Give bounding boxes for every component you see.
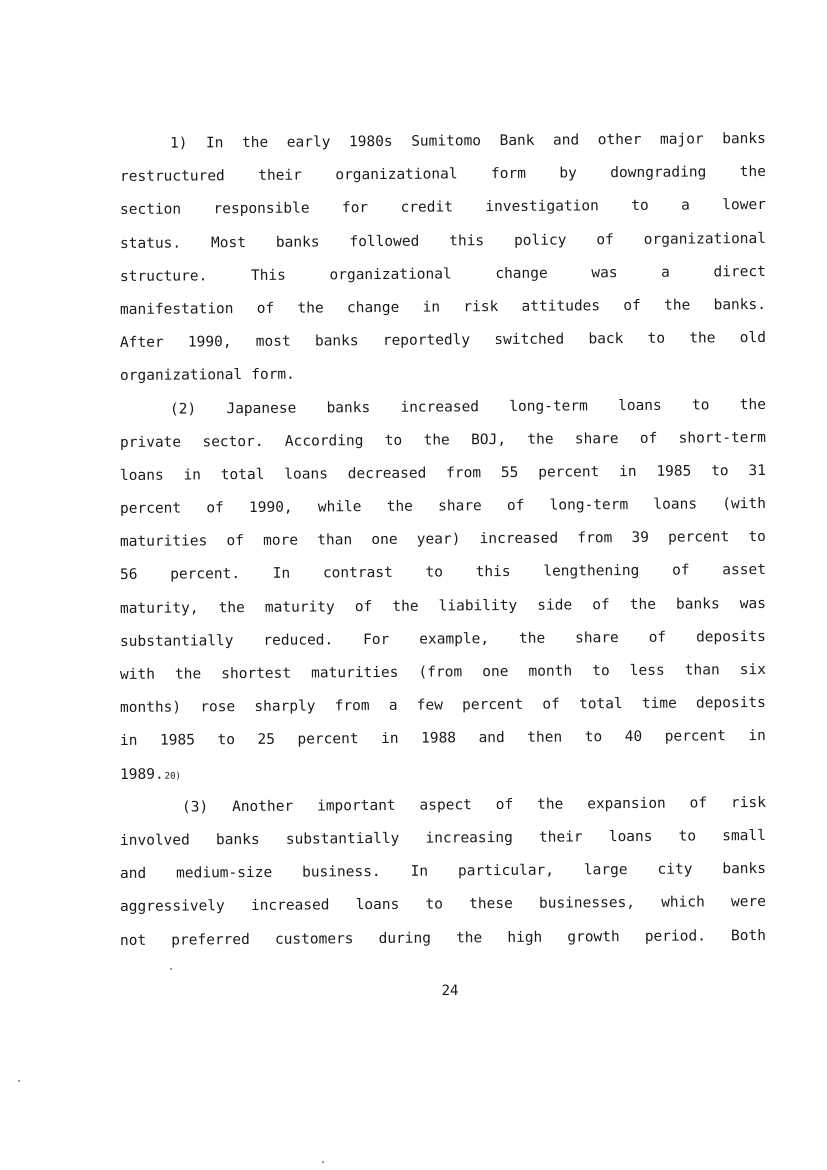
- word: lower: [722, 197, 766, 214]
- word: in: [422, 299, 441, 316]
- word: from: [334, 698, 370, 715]
- word: sharply: [254, 698, 316, 716]
- word: 1990,: [248, 499, 293, 517]
- word: were: [730, 894, 766, 911]
- word: expansion: [587, 795, 666, 813]
- word: form: [490, 165, 526, 183]
- word: loans: [608, 828, 653, 846]
- word: 55: [500, 464, 519, 481]
- text-line-with-footnote: [120, 753, 766, 791]
- word: organizational: [643, 230, 767, 248]
- word: to: [691, 396, 710, 414]
- word: (2): [169, 400, 197, 418]
- text-line: [120, 222, 766, 260]
- word: of: [354, 598, 373, 615]
- word: percent: [664, 728, 726, 746]
- word: 25: [257, 732, 275, 749]
- word: to: [647, 330, 666, 347]
- word: Most: [210, 234, 247, 251]
- word: total: [220, 466, 265, 484]
- word: share: [575, 629, 619, 647]
- word: banks: [314, 333, 359, 350]
- word: long-term: [509, 397, 588, 415]
- word: of: [671, 562, 690, 580]
- text-line: [120, 554, 766, 592]
- word: loans: [355, 897, 400, 914]
- word: loans: [618, 397, 662, 414]
- word: involved: [119, 832, 190, 849]
- text-line: [120, 488, 766, 526]
- word: of: [506, 497, 525, 515]
- word: contrast: [322, 565, 393, 582]
- word: to: [384, 432, 403, 449]
- text-line: [120, 654, 766, 692]
- word: while: [317, 499, 362, 516]
- word: medium-size: [176, 864, 273, 882]
- word: 56: [119, 567, 138, 584]
- text-line: [120, 189, 766, 227]
- word: then: [527, 729, 563, 747]
- word: this: [475, 564, 511, 581]
- word: the: [455, 929, 483, 946]
- word: banks: [275, 233, 320, 251]
- word: After: [119, 334, 164, 352]
- word: customers: [274, 930, 354, 948]
- word: other: [597, 131, 642, 149]
- word: not: [119, 932, 147, 949]
- word: percent.: [170, 566, 241, 584]
- word: section: [119, 201, 182, 219]
- word: of: [639, 430, 658, 447]
- word: one: [482, 663, 509, 681]
- word: their: [258, 167, 302, 185]
- word: manifestation: [119, 301, 234, 318]
- word: the: [739, 164, 767, 181]
- text-line: [120, 289, 766, 327]
- word: the: [518, 630, 546, 647]
- word: to: [631, 198, 649, 215]
- word: of: [648, 629, 667, 646]
- text-line: [120, 388, 766, 426]
- word: 1980s: [348, 133, 393, 151]
- word: reportedly: [382, 332, 471, 350]
- word: attitudes: [521, 298, 601, 315]
- word: and: [119, 865, 147, 883]
- word: back: [588, 331, 624, 348]
- word: one: [371, 532, 398, 549]
- word: to: [217, 732, 235, 749]
- text-line: [120, 123, 766, 161]
- word: increasing: [425, 829, 513, 847]
- word: banks.: [713, 296, 767, 314]
- word: of: [256, 300, 275, 317]
- word: by: [559, 165, 577, 182]
- word: structure.: [119, 268, 208, 285]
- word: the: [664, 297, 691, 314]
- word: share: [438, 498, 482, 515]
- word: early: [286, 134, 331, 151]
- word: followed: [349, 233, 420, 250]
- word: (3): [181, 799, 209, 816]
- page-number: 24: [441, 983, 459, 999]
- word: maturities: [119, 533, 208, 551]
- word: asset: [722, 562, 766, 579]
- word: short-term: [678, 429, 767, 447]
- word: organizational: [329, 266, 452, 284]
- word: increased: [479, 530, 559, 548]
- word: policy: [513, 232, 567, 249]
- text-line: [120, 886, 766, 924]
- word: 1): [169, 135, 188, 152]
- word: Japanese: [226, 400, 297, 417]
- word: In: [272, 566, 291, 583]
- word: banks: [675, 595, 720, 613]
- word: percent: [668, 529, 730, 546]
- scan-speck: [322, 1161, 324, 1163]
- word: increased: [400, 398, 480, 416]
- word: to: [678, 828, 697, 845]
- word: important: [316, 797, 396, 815]
- footnote-line-text: 1989.: [119, 766, 164, 783]
- word: of: [206, 500, 224, 517]
- word: preferred: [171, 931, 250, 949]
- word: rose: [200, 699, 236, 716]
- word: organizational: [335, 166, 458, 184]
- word: risk: [730, 794, 766, 811]
- text-line: [120, 687, 766, 725]
- word: 31: [748, 462, 766, 479]
- word: the: [527, 431, 554, 448]
- word: deposits: [695, 628, 766, 646]
- word: BOJ,: [471, 431, 507, 448]
- word: six: [739, 661, 766, 679]
- text-line: [120, 621, 766, 659]
- word: maturities: [311, 664, 399, 682]
- word: high: [507, 929, 543, 946]
- word: most: [255, 333, 291, 351]
- word: for: [341, 200, 369, 217]
- word: side: [537, 597, 573, 614]
- word: to: [711, 463, 729, 480]
- text-line: [120, 787, 766, 825]
- word: in: [381, 731, 399, 748]
- word: large: [583, 862, 628, 879]
- word: aspect: [419, 796, 472, 814]
- text-line: [120, 720, 766, 758]
- word: investigation: [485, 198, 599, 216]
- word: organizational: [119, 367, 243, 385]
- word: the: [386, 498, 413, 515]
- word: substantially: [285, 830, 400, 848]
- word: status.: [119, 235, 182, 252]
- word: 40: [624, 729, 643, 746]
- text-line: [120, 820, 766, 858]
- word: 1988: [421, 730, 457, 748]
- text-line: [120, 156, 766, 194]
- text-line: [120, 256, 766, 294]
- word: than: [317, 532, 353, 549]
- text-line: [120, 322, 766, 360]
- word: 1985: [159, 732, 195, 750]
- word: responsible: [213, 200, 310, 218]
- text-line: [120, 422, 766, 460]
- word: change: [495, 265, 548, 282]
- word: months): [119, 699, 182, 717]
- text-line: [120, 853, 766, 891]
- word: liability: [438, 597, 518, 615]
- scan-speck: [18, 1080, 20, 1082]
- word: shortest: [221, 665, 292, 683]
- word: long-term: [549, 497, 629, 514]
- word: percent: [462, 697, 524, 714]
- word: period.: [644, 927, 706, 945]
- word: old: [739, 330, 766, 347]
- word: (from: [418, 664, 463, 681]
- word: 39: [631, 530, 649, 547]
- word: percent: [297, 731, 359, 748]
- word: a: [388, 698, 398, 715]
- body-text: [120, 128, 766, 958]
- word: switched: [494, 331, 565, 349]
- word: lengthening: [543, 563, 640, 581]
- word: and: [552, 132, 580, 149]
- word: growth: [567, 928, 620, 945]
- word: these: [469, 896, 513, 913]
- word: time: [641, 695, 677, 713]
- word: In: [205, 135, 224, 152]
- word: and: [478, 730, 505, 747]
- word: a: [681, 197, 690, 214]
- word: banks: [722, 130, 766, 148]
- word: than: [684, 662, 720, 679]
- word: was: [739, 595, 766, 612]
- word: of: [596, 231, 614, 248]
- word: month: [528, 663, 573, 680]
- word: less: [629, 662, 665, 679]
- word: the: [297, 300, 324, 317]
- word: of: [623, 297, 641, 314]
- word: share: [574, 430, 619, 448]
- word: to: [584, 729, 603, 746]
- word: from: [446, 465, 482, 482]
- word: percent: [538, 464, 600, 481]
- word: major: [659, 131, 704, 148]
- word: the: [537, 796, 564, 813]
- word: with: [119, 666, 155, 683]
- word: of: [495, 796, 514, 813]
- word: business.: [302, 864, 381, 881]
- word: the: [629, 596, 657, 613]
- word: in: [183, 467, 202, 484]
- text-line: [120, 588, 766, 626]
- word: Both: [730, 927, 766, 944]
- text-line: [120, 919, 766, 957]
- word: 1990,: [187, 334, 232, 351]
- word: banks: [326, 399, 371, 416]
- word: (with: [722, 495, 766, 513]
- word: city: [657, 861, 693, 878]
- word: substantially: [119, 632, 234, 650]
- word: In: [410, 863, 429, 880]
- word: of: [542, 696, 560, 713]
- word: Another: [232, 798, 294, 815]
- word: the: [241, 134, 269, 152]
- word: few: [416, 697, 443, 714]
- word: deposits: [695, 695, 766, 712]
- word: more: [263, 532, 299, 550]
- word: maturity: [264, 598, 335, 616]
- word: the: [174, 666, 202, 683]
- scan-speck: [170, 968, 172, 970]
- word: example,: [419, 630, 490, 648]
- word: this: [449, 232, 485, 249]
- word: the: [739, 396, 766, 413]
- word: decreased: [347, 465, 427, 483]
- word: Bank: [499, 132, 535, 150]
- word: percent: [119, 500, 182, 518]
- word: particular,: [457, 862, 555, 880]
- word: risk: [463, 298, 499, 316]
- word: which: [661, 894, 705, 912]
- word: in: [748, 728, 766, 745]
- word: loans: [653, 496, 698, 513]
- word: credit: [400, 199, 454, 217]
- word: 1985: [656, 463, 692, 480]
- word: the: [218, 599, 245, 616]
- word: sector.: [202, 433, 264, 451]
- word: of: [226, 533, 245, 550]
- word: direct: [713, 263, 766, 281]
- word: maturity,: [119, 600, 199, 617]
- word: increased: [250, 897, 330, 915]
- word: to: [592, 663, 610, 680]
- word: the: [392, 598, 419, 615]
- word: to: [425, 896, 444, 913]
- word: in: [619, 463, 637, 480]
- word: aggressively: [119, 898, 225, 916]
- word: to: [425, 564, 444, 582]
- word: of: [689, 795, 708, 812]
- word: restructured: [119, 168, 225, 186]
- word: year): [416, 531, 461, 548]
- word: their: [538, 829, 583, 846]
- word: reduced.: [263, 632, 334, 649]
- text-line: [120, 355, 766, 393]
- word: change: [346, 299, 400, 317]
- footnote-reference: 20): [164, 771, 181, 782]
- word: during: [378, 930, 432, 947]
- word: was: [591, 264, 618, 282]
- word: the: [689, 330, 716, 347]
- word: form.: [251, 366, 295, 384]
- word: loans: [119, 467, 164, 484]
- word: According: [284, 432, 364, 450]
- word: small: [722, 827, 766, 845]
- word: in: [119, 733, 138, 750]
- word: banks: [215, 831, 260, 849]
- word: downgrading: [610, 164, 707, 182]
- word: from: [577, 530, 613, 547]
- word: the: [423, 432, 450, 449]
- word: This: [250, 267, 286, 284]
- word: of: [592, 596, 610, 613]
- text-line: [120, 455, 766, 493]
- word: For: [363, 631, 390, 648]
- word: a: [661, 264, 670, 281]
- word: private: [119, 434, 182, 451]
- word: Sumitomo: [411, 133, 482, 150]
- word: businesses,: [538, 895, 636, 913]
- word: loans: [284, 466, 328, 483]
- word: total: [578, 696, 623, 713]
- word: banks: [722, 861, 767, 878]
- word: to: [748, 529, 766, 546]
